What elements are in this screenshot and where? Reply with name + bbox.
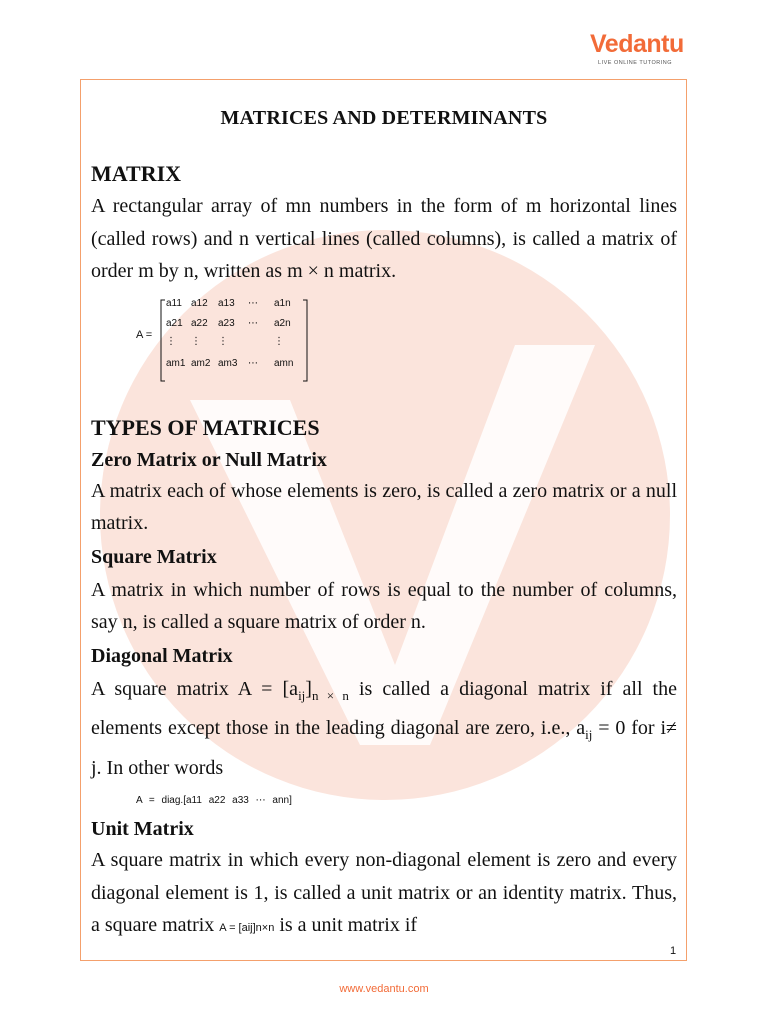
logo-wordmark: Vedantu — [590, 30, 684, 58]
matrix-cell: am1 — [166, 357, 186, 369]
page-number: 1 — [670, 945, 677, 957]
heading-types-of-matrices: TYPES OF MATRICES — [91, 414, 320, 440]
matrix-cell: a1n — [274, 297, 291, 309]
paragraph-zero-matrix: A matrix each of whose elements is zero, is called a zero matrix or a null matrix. — [91, 479, 677, 534]
matrix-cell: a2n — [274, 317, 291, 329]
paragraph-diagonal-matrix — [91, 673, 677, 785]
diagonal-formula: A = diag.[a11 a22 a33 ⋯ ann] — [136, 795, 292, 806]
matrix-cell: ⋯ — [248, 317, 258, 329]
footer-url[interactable]: www.vedantu.com — [339, 983, 429, 995]
vedantu-logo — [590, 30, 684, 72]
diagonal-sub-ij: ij — [298, 687, 306, 703]
matrix-cell: ⋯ — [248, 357, 258, 369]
diagonal-text-1: A square matrix A = [a — [91, 677, 299, 700]
document-body — [91, 102, 677, 945]
matrix-cell: a12 — [191, 297, 208, 309]
heading-matrix: MATRIX — [91, 161, 182, 186]
document-title: MATRICES AND DETERMINANTS — [220, 107, 548, 129]
matrix-cell: am2 — [191, 357, 211, 369]
heading-diagonal-matrix: Diagonal Matrix — [91, 644, 233, 667]
paragraph-matrix-definition: A rectangular array of mn numbers in the form of m horizontal lines (called rows) and n vertical lines (called columns), is called a matrix of order m by n, written as m × n matrix. — [91, 195, 677, 282]
diagonal-sub-order: n × n — [311, 687, 349, 703]
diagonal-text-3: is called a diagonal matrix if all the elements except those in the leading diagonal are zero, i.e., a — [91, 677, 677, 739]
matrix-cell: ⋯ — [248, 297, 258, 309]
paragraph-square-matrix: A matrix in which number of rows is equal to the number of columns, say n, is called a square matrix of order n. — [91, 578, 677, 633]
matrix-cell: amn — [274, 357, 294, 369]
heading-square-matrix: Square Matrix — [91, 545, 217, 568]
matrix-equation — [91, 294, 677, 389]
unit-inline-formula: A = [aij]n×n — [219, 922, 275, 934]
diagonal-sub-ij-2: ij — [585, 727, 593, 742]
matrix-cell: a11 — [166, 297, 182, 309]
matrix-cell: ⋮ — [166, 335, 176, 347]
matrix-cell: a23 — [218, 317, 235, 329]
unit-text-1: A square matrix in which every non-diagonal element is zero and every diagonal element is 1, is called a unit matrix or an identity matrix. Thus, a square matrix — [91, 849, 677, 936]
matrix-cell: am3 — [218, 357, 238, 369]
diagonal-text-2: ] — [305, 677, 312, 700]
matrix-cell: a13 — [218, 297, 235, 309]
heading-unit-matrix: Unit Matrix — [91, 818, 194, 840]
paragraph-unit-matrix — [91, 844, 677, 945]
matrix-cell: a22 — [191, 317, 208, 329]
unit-text-2: is a unit matrix if — [274, 914, 418, 936]
heading-zero-matrix: Zero Matrix or Null Matrix — [91, 448, 327, 471]
matrix-cell: ⋮ — [191, 335, 201, 347]
matrix-grid — [166, 298, 306, 383]
logo-tagline: LIVE ONLINE TUTORING — [598, 60, 672, 66]
diagonal-text-4: = 0 for i≠ j. In other words — [91, 717, 677, 779]
matrix-cell: ⋮ — [274, 335, 284, 347]
matrix-cell: a21 — [166, 317, 183, 329]
matrix-lhs: A = — [136, 328, 153, 341]
matrix-cell: ⋮ — [218, 335, 228, 347]
diagonal-formula-row — [91, 784, 677, 814]
